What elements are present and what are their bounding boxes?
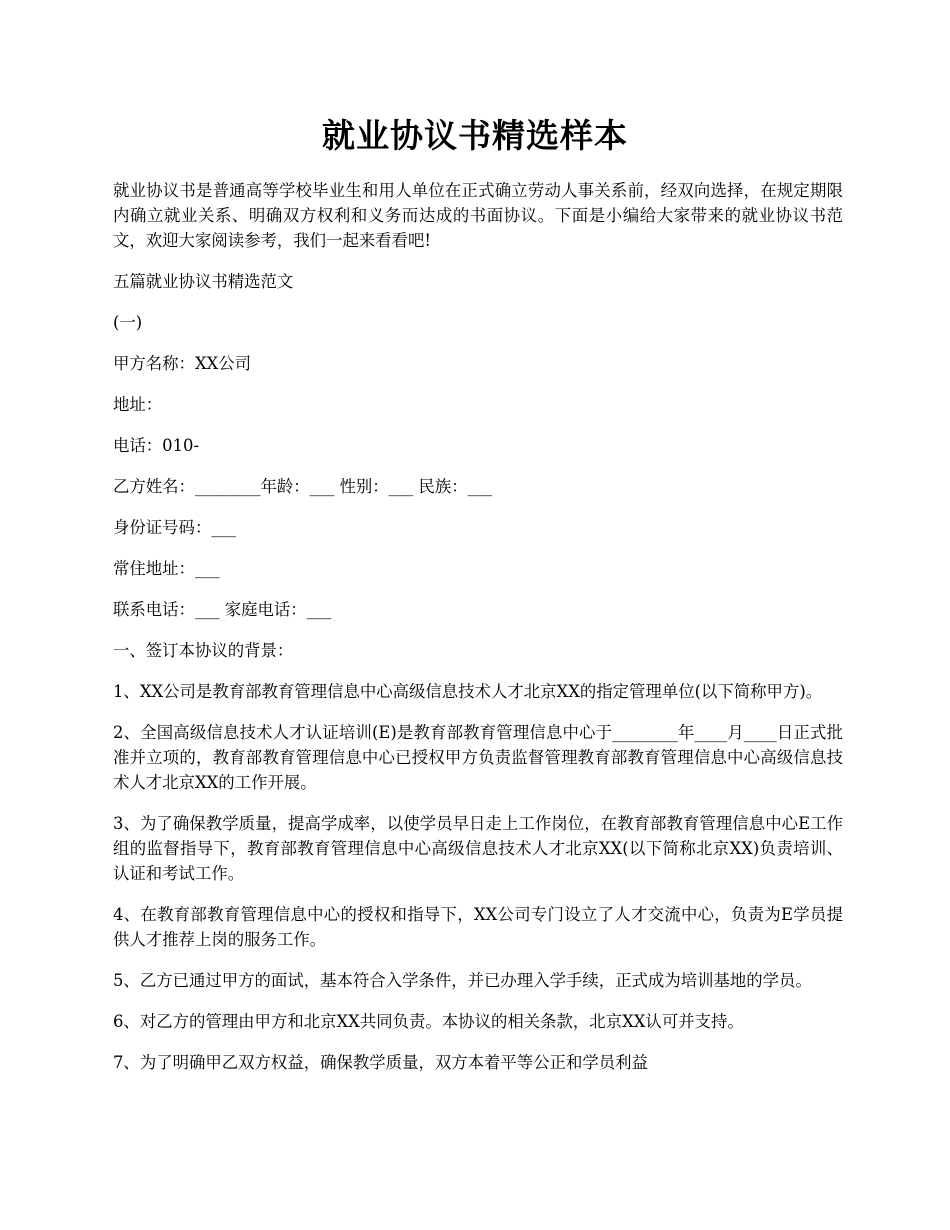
paragraph-clause-2: 2、全国高级信息技术人才认证培训(E)是教育部教育管理信息中心于________年____月____日正式批准并立项的，教育部教育管理信息中心已授权甲方负责监督管理教育部教育管理信息中心高级信息技术人才北京XX的工作开展。	[113, 723, 843, 792]
paragraph-clause-3: 3、为了确保教学质量，提高学成率，以使学员早日走上工作岗位，在教育部教育管理信息中心E工作组的监督指导下，教育部教育管理信息中心高级信息技术人才北京XX(以下简称北京XX)负责培训、认证和考试工作。	[113, 814, 843, 883]
paragraph-clause-1: 1、XX公司是教育部教育管理信息中心高级信息技术人才北京XX的指定管理单位(以下简称甲方)。	[113, 682, 823, 701]
paragraph-id-number: 身份证号码：___	[113, 518, 236, 537]
paragraph-subtitle: 五篇就业协议书精选范文	[113, 272, 294, 291]
paragraph-clause-6: 6、对乙方的管理由甲方和北京XX共同负责。本协议的相关条款，北京XX认可并支持。	[113, 1012, 744, 1031]
paragraph-party-a-name: 甲方名称：XX公司	[113, 354, 252, 373]
paragraph-clause-5: 5、乙方已通过甲方的面试，基本符合入学条件，并已办理入学手续，正式成为培训基地的学员。	[113, 971, 812, 990]
paragraph-phone: 电话：010-	[113, 436, 199, 455]
paragraph-intro: 就业协议书是普通高等学校毕业生和用人单位在正式确立劳动人事关系前，经双向选择，在规定期限内确立就业关系、明确双方权利和义务而达成的书面协议。下面是小编给大家带来的就业协议书范文，欢迎大家阅读参考，我们一起来看看吧!	[113, 181, 843, 250]
paragraph-clause-7: 7、为了明确甲乙双方权益，确保教学质量，双方本着平等公正和学员利益	[113, 1053, 648, 1072]
document-title: 就业协议书精选样本	[322, 116, 628, 155]
paragraph-clause-4: 4、在教育部教育管理信息中心的授权和指导下，XX公司专门设立了人才交流中心，负责为E学员提供人才推荐上岗的服务工作。	[113, 905, 843, 949]
document-body	[113, 178, 843, 1091]
paragraph-contact-phones: 联系电话：___ 家庭电话：___	[113, 600, 332, 619]
paragraph-address: 地址：	[113, 395, 163, 414]
paragraph-section-number: (一)	[113, 313, 143, 332]
paragraph-party-b-info: 乙方姓名：________年龄：___ 性别：___ 民族：___	[113, 477, 493, 496]
paragraph-section-heading: 一、签订本协议的背景：	[113, 641, 294, 660]
paragraph-residence: 常住地址：___	[113, 559, 220, 578]
